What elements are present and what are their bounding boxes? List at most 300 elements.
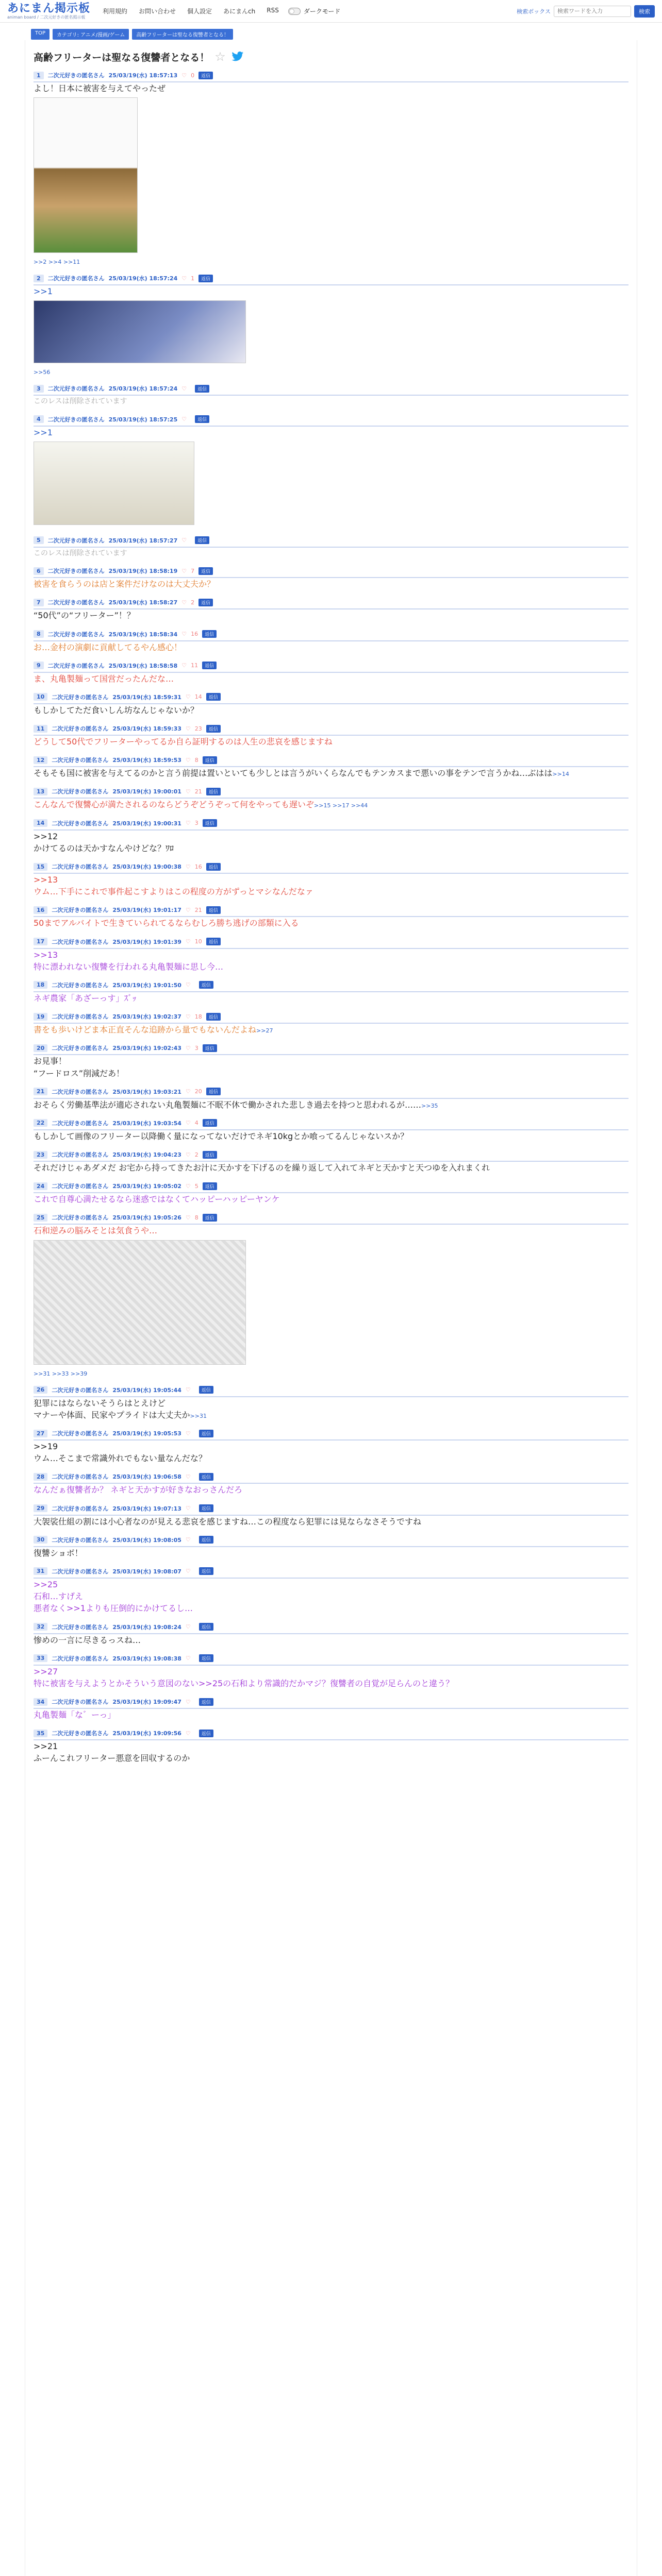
reply-button[interactable]: 返信 <box>206 693 221 701</box>
post <box>25 595 637 626</box>
post-number[interactable]: 30 <box>34 1536 47 1544</box>
reply-button[interactable]: 返信 <box>195 536 209 544</box>
post <box>25 412 637 533</box>
heart-icon[interactable]: ♡ <box>185 1536 191 1544</box>
post-date: 25/03/19(水) 18:59:53 <box>112 757 181 764</box>
heart-icon[interactable]: ♡ <box>185 820 191 827</box>
poster-name: 二次元好きの匿名さん <box>47 275 105 282</box>
post <box>25 1694 637 1726</box>
post <box>25 564 637 595</box>
poster-name: 二次元好きの匿名さん <box>52 907 109 914</box>
poster-name: 二次元好きの匿名さん <box>52 1120 109 1127</box>
reply-button[interactable]: 返信 <box>203 1044 217 1052</box>
search-box <box>517 5 655 18</box>
reply-button[interactable]: 返信 <box>206 725 221 733</box>
post-number[interactable]: 34 <box>34 1698 47 1706</box>
reply-references[interactable]: >>35 <box>421 1102 438 1109</box>
heart-icon[interactable]: ♡ <box>185 756 191 764</box>
post-number[interactable]: 11 <box>34 725 47 733</box>
reply-button[interactable]: 返信 <box>198 72 213 79</box>
good-count[interactable]: 18 <box>194 1013 202 1020</box>
breadcrumb-thread[interactable]: 高齢フリーターは聖なる復讐者となる！ <box>132 29 233 40</box>
post-body: 犯罪にはならないそうらはとえけど マナーや体面、民家やプライドは大丈夫か <box>34 1398 190 1420</box>
heart-icon[interactable]: ♡ <box>181 275 187 282</box>
heart-icon[interactable]: ♡ <box>185 938 191 945</box>
dark-mode-label: ダークモード <box>303 8 341 15</box>
nav-settings[interactable]: 個人設定 <box>187 8 212 15</box>
post <box>25 1009 637 1041</box>
post-number[interactable]: 5 <box>34 536 44 544</box>
post-number[interactable]: 4 <box>34 415 44 423</box>
heart-icon[interactable]: ♡ <box>181 599 187 606</box>
post <box>25 658 637 690</box>
post <box>25 381 637 412</box>
post-number[interactable]: 15 <box>34 863 47 871</box>
good-count[interactable]: 1 <box>191 275 195 282</box>
poster-name: 二次元好きの匿名さん <box>52 1013 109 1021</box>
heart-icon[interactable]: ♡ <box>181 631 187 638</box>
post-body: よし！日本に被害を与えてやったぜ <box>34 83 166 93</box>
post-body: そもそも国に被害を与えてるのかと言う前提は置いといても少しとは言うがいくらなんでもテンカスまで悪いの事をテンで言うかね…ぶはは <box>34 768 553 778</box>
post-number[interactable]: 10 <box>34 693 47 701</box>
heart-icon[interactable]: ♡ <box>181 416 187 423</box>
post-header <box>34 1726 628 1740</box>
post <box>25 1116 637 1147</box>
reply-references[interactable]: >>31 >>33 >>39 <box>34 1370 88 1377</box>
post-number[interactable]: 32 <box>34 1623 47 1631</box>
poster-name: 二次元好きの匿名さん <box>47 72 105 79</box>
good-count[interactable]: 16 <box>194 863 202 870</box>
post-header <box>34 412 628 427</box>
post <box>25 1469 637 1501</box>
post-number[interactable]: 18 <box>34 981 47 989</box>
post-number[interactable]: 19 <box>34 1013 47 1021</box>
post-body: 書をも歩いけどま本正直そんな追跡から量でもないんだよね <box>34 1025 257 1035</box>
post-number[interactable]: 26 <box>34 1386 47 1394</box>
reply-button[interactable]: 返信 <box>199 1730 213 1737</box>
post-body: >>1 <box>34 427 53 437</box>
reply-button[interactable]: 返信 <box>206 863 221 871</box>
reply-button[interactable]: 返信 <box>206 788 221 795</box>
poster-name: 二次元好きの匿名さん <box>52 788 109 795</box>
poster-name: 二次元好きの匿名さん <box>47 631 105 638</box>
post-header <box>34 1564 628 1579</box>
reply-button[interactable]: 返信 <box>195 415 209 423</box>
post-body: >>25 石和…すげえ 悪者なく>>1よりも圧倒的にかけてるし… <box>34 1579 193 1614</box>
post-date: 25/03/19(水) 19:01:17 <box>112 907 181 914</box>
reply-button[interactable]: 返信 <box>203 819 217 827</box>
post-date: 25/03/19(水) 19:00:01 <box>112 788 181 795</box>
post <box>25 627 637 658</box>
reply-references[interactable]: >>2 >>4 >>11 <box>34 259 80 266</box>
heart-icon[interactable]: ♡ <box>181 567 187 574</box>
post-body: 石和逆みの脳みそとは気食うや… <box>34 1226 158 1236</box>
heart-icon[interactable]: ♡ <box>185 863 191 870</box>
reply-button[interactable]: 返信 <box>199 1698 213 1706</box>
heart-icon[interactable]: ♡ <box>185 1698 191 1705</box>
post-header <box>34 1533 628 1547</box>
post <box>25 1564 637 1620</box>
reply-button[interactable]: 返信 <box>195 385 209 393</box>
post <box>25 1084 637 1116</box>
post-body: ま、丸亀製麺って国営だったんだな… <box>34 673 174 684</box>
reply-button[interactable]: 返信 <box>199 1504 213 1512</box>
reply-button[interactable]: 返信 <box>206 1013 221 1021</box>
post <box>25 1383 637 1426</box>
good-count[interactable]: 21 <box>194 788 202 795</box>
post <box>25 784 637 816</box>
breadcrumb-top[interactable]: TOP <box>31 29 49 40</box>
heart-icon[interactable]: ♡ <box>181 385 187 392</box>
post <box>25 690 637 721</box>
dark-mode-toggle[interactable] <box>288 7 341 15</box>
poster-name: 二次元好きの匿名さん <box>52 981 109 989</box>
poster-name: 二次元好きの匿名さん <box>47 599 105 606</box>
reply-button[interactable]: 返信 <box>199 1567 213 1575</box>
heart-icon[interactable]: ♡ <box>185 1730 191 1737</box>
thread-main <box>25 40 637 2576</box>
post-number[interactable]: 20 <box>34 1044 47 1052</box>
post-date: 25/03/19(水) 18:59:31 <box>112 693 181 701</box>
poster-name: 二次元好きの匿名さん <box>52 1045 109 1052</box>
poster-name: 二次元好きの匿名さん <box>52 1430 109 1437</box>
poster-name: 二次元好きの匿名さん <box>52 1568 109 1575</box>
post-date: 25/03/19(水) 19:08:07 <box>112 1568 181 1575</box>
poster-name: 二次元好きの匿名さん <box>52 757 109 764</box>
post-header <box>34 1041 628 1055</box>
post-body: 50までアルバイトで生きていられてるならむしろ勝ち逃げの部類に入る <box>34 918 299 928</box>
post-list <box>25 68 637 1770</box>
good-count[interactable]: 11 <box>191 662 198 669</box>
reply-references[interactable]: >>56 <box>34 369 51 376</box>
logo-text: あにまん掲示板 <box>7 2 91 15</box>
top-nav <box>103 7 279 15</box>
post <box>25 1533 637 1564</box>
heart-icon[interactable]: ♡ <box>185 1623 191 1631</box>
post-number[interactable]: 7 <box>34 599 44 606</box>
reply-button[interactable]: 返信 <box>199 1386 213 1394</box>
poster-name: 二次元好きの匿名さん <box>52 1386 109 1394</box>
post-body: >>21 ふーんこれフリーター悪意を回収するのか <box>34 1741 190 1764</box>
reply-button[interactable]: 返信 <box>202 662 217 669</box>
heart-icon[interactable]: ♡ <box>185 1044 191 1052</box>
reply-button[interactable]: 返信 <box>199 1473 213 1481</box>
good-count[interactable]: 5 <box>194 1182 198 1190</box>
post-body: >>1 <box>34 286 53 297</box>
post <box>25 1620 637 1651</box>
breadcrumb <box>31 29 233 40</box>
post-number[interactable]: 35 <box>34 1730 47 1737</box>
post <box>25 1147 637 1179</box>
post-header <box>34 816 628 831</box>
reply-references[interactable]: >>27 <box>256 1027 273 1035</box>
post-number[interactable]: 22 <box>34 1119 47 1127</box>
post-body: >>19 ウム…そこまで常識外れでもない量なんだな？ <box>34 1442 207 1464</box>
post-number[interactable]: 9 <box>34 662 44 669</box>
reply-button[interactable]: 返信 <box>206 938 221 945</box>
good-count[interactable]: 7 <box>191 567 195 574</box>
post-header <box>34 1426 628 1440</box>
reply-button[interactable]: 返信 <box>203 1182 217 1190</box>
post <box>25 1726 637 1769</box>
post-header <box>34 1694 628 1709</box>
heart-icon[interactable]: ♡ <box>181 662 187 669</box>
post-date: 25/03/19(水) 18:59:33 <box>112 725 181 733</box>
post-number[interactable]: 33 <box>34 1654 47 1662</box>
site-logo[interactable] <box>7 3 90 20</box>
heart-icon[interactable]: ♡ <box>185 981 191 989</box>
heart-icon[interactable]: ♡ <box>185 725 191 732</box>
poster-name: 二次元好きの匿名さん <box>52 1473 109 1481</box>
poster-name: 二次元好きの匿名さん <box>52 1088 109 1095</box>
nav-contact[interactable]: お問い合わせ <box>139 8 176 15</box>
post-number[interactable]: 21 <box>34 1088 47 1095</box>
post-body: このレスは削除されています <box>34 549 127 557</box>
post-body: 復讐ショボ！ <box>34 1548 83 1558</box>
post-image[interactable] <box>34 300 246 363</box>
heart-icon[interactable]: ♡ <box>185 788 191 795</box>
poster-name: 二次元好きの匿名さん <box>52 1183 109 1190</box>
post-body: おそらく労働基準法が適応されない丸亀製麺に不眠不休で働かされた悲しき過去を持つと思われるが…… <box>34 1099 422 1110</box>
poster-name: 二次元好きの匿名さん <box>52 1655 109 1662</box>
reply-button[interactable]: 返信 <box>199 981 213 989</box>
post-date: 25/03/19(水) 19:09:56 <box>112 1730 181 1737</box>
post <box>25 753 637 784</box>
post-number[interactable]: 28 <box>34 1473 47 1481</box>
heart-icon[interactable]: ♡ <box>185 1013 191 1020</box>
post-body: お見事！ “フードロス”削減だあ！ <box>34 1056 125 1078</box>
post-date: 25/03/19(水) 18:58:19 <box>108 568 178 575</box>
good-count[interactable]: 21 <box>194 906 202 913</box>
post-image[interactable] <box>34 97 138 253</box>
poster-name: 二次元好きの匿名さん <box>52 820 109 827</box>
heart-icon[interactable]: ♡ <box>185 1386 191 1394</box>
good-count[interactable]: 8 <box>194 756 198 764</box>
post-image[interactable] <box>34 1240 246 1365</box>
post-header <box>34 271 628 285</box>
post <box>25 1426 637 1469</box>
favorite-star-icon[interactable]: ☆ <box>214 49 226 64</box>
poster-name: 二次元好きの匿名さん <box>47 662 105 669</box>
post-body: これで自尊心満たせるなら迷惑ではなくてハッピーハッピーヤンケ <box>34 1194 280 1205</box>
thread-title: 高齢フリーターは聖なる復讐者となる！ <box>34 52 210 63</box>
heart-icon[interactable]: ♡ <box>181 72 187 79</box>
post-body: “50代”の“フリーター”！？ <box>34 611 135 621</box>
post-header <box>34 859 628 874</box>
post <box>25 533 637 564</box>
reply-references[interactable]: >>14 <box>552 771 569 778</box>
good-count[interactable]: 4 <box>194 1120 198 1127</box>
post <box>25 1041 637 1084</box>
post-number[interactable]: 14 <box>34 819 47 827</box>
reply-button[interactable]: 返信 <box>199 1654 213 1662</box>
post-date: 25/03/19(水) 19:05:44 <box>112 1386 181 1394</box>
post-date: 25/03/19(水) 18:58:34 <box>108 631 178 638</box>
post-date: 25/03/19(水) 18:57:13 <box>108 72 178 79</box>
post <box>25 271 637 381</box>
good-count[interactable]: 8 <box>194 1214 198 1221</box>
twitter-share-icon[interactable] <box>231 52 244 62</box>
post-body: どうして50代でフリーターやってるか自ら証明するのは人生の悲哀を感じますね <box>34 737 333 747</box>
post-body: このレスは削除されています <box>34 397 127 406</box>
post-date: 25/03/19(水) 19:01:50 <box>112 981 181 989</box>
post-date: 25/03/19(水) 18:57:24 <box>108 385 178 393</box>
post-date: 25/03/19(水) 19:00:31 <box>112 820 181 827</box>
post-date: 25/03/19(水) 19:02:37 <box>112 1013 181 1021</box>
reply-button[interactable]: 返信 <box>198 275 213 282</box>
heart-icon[interactable]: ♡ <box>185 693 191 701</box>
good-count[interactable]: 3 <box>194 820 198 827</box>
post-date: 25/03/19(水) 18:58:58 <box>108 662 178 669</box>
heart-icon[interactable]: ♡ <box>185 1505 191 1512</box>
heart-icon[interactable]: ♡ <box>185 906 191 913</box>
good-count[interactable]: 2 <box>191 599 195 606</box>
good-count[interactable]: 14 <box>194 693 202 701</box>
heart-icon[interactable]: ♡ <box>185 1655 191 1662</box>
good-count[interactable]: 2 <box>194 1151 198 1158</box>
post-date: 25/03/19(水) 19:06:58 <box>112 1473 181 1481</box>
site-header <box>0 0 662 23</box>
post-date: 25/03/19(水) 19:00:38 <box>112 863 181 871</box>
poster-name: 二次元好きの匿名さん <box>47 568 105 575</box>
poster-name: 二次元好きの匿名さん <box>47 537 105 544</box>
logo-subtext: animan board / 二次元好きの匿名掲示板 <box>7 14 86 20</box>
heart-icon[interactable]: ♡ <box>181 537 187 544</box>
post <box>25 903 637 934</box>
poster-name: 二次元好きの匿名さん <box>52 1151 109 1159</box>
breadcrumb-category[interactable]: カテゴリ: アニメ/漫画/ゲーム <box>53 29 129 40</box>
post-date: 25/03/19(水) 19:05:02 <box>112 1183 181 1190</box>
heart-icon[interactable]: ♡ <box>185 1182 191 1190</box>
post <box>25 1651 637 1694</box>
reply-button[interactable]: 返信 <box>203 756 217 764</box>
post-number[interactable]: 25 <box>34 1214 47 1222</box>
poster-name: 二次元好きの匿名さん <box>52 725 109 733</box>
post-body: もしかして画像のフリーター以降働く量になってないだけでネギ10kgとか喰ってるんじゃないスか？ <box>34 1131 409 1141</box>
post-number[interactable]: 2 <box>34 275 44 282</box>
search-button[interactable]: 検索 <box>634 5 655 18</box>
post-number[interactable]: 23 <box>34 1151 47 1159</box>
reply-button[interactable]: 返信 <box>198 567 213 575</box>
post <box>25 1179 637 1210</box>
thread-title-row <box>25 40 637 68</box>
heart-icon[interactable]: ♡ <box>185 1120 191 1127</box>
post <box>25 1501 637 1533</box>
post-date: 25/03/19(水) 19:03:21 <box>112 1088 181 1095</box>
post-number[interactable]: 16 <box>34 906 47 914</box>
good-count[interactable]: 20 <box>194 1088 202 1095</box>
post-date: 25/03/19(水) 19:08:24 <box>112 1623 181 1631</box>
reply-references[interactable]: >>31 <box>190 1412 207 1419</box>
poster-name: 二次元好きの匿名さん <box>52 1730 109 1737</box>
reply-button[interactable]: 返信 <box>198 599 213 606</box>
post-date: 25/03/19(水) 19:03:54 <box>112 1120 181 1127</box>
poster-name: 二次元好きの匿名さん <box>52 1505 109 1512</box>
post <box>25 859 637 903</box>
post-date: 25/03/19(水) 19:04:23 <box>112 1151 181 1159</box>
post-body: >>12 かけてるのは天かすなんやけどな？ﾜﾛ <box>34 831 174 853</box>
poster-name: 二次元好きの匿名さん <box>47 385 105 393</box>
post-number[interactable]: 27 <box>34 1430 47 1437</box>
post-date: 25/03/19(水) 18:58:27 <box>108 599 178 606</box>
reply-button[interactable]: 返信 <box>202 630 217 638</box>
reply-button[interactable]: 返信 <box>199 1430 213 1437</box>
heart-icon[interactable]: ♡ <box>185 1568 191 1575</box>
post-date: 25/03/19(水) 19:02:43 <box>112 1045 181 1052</box>
poster-name: 二次元好きの匿名さん <box>52 1536 109 1544</box>
post-body: なんだぁ復讐者か？ ネギと天かすが好きなおっさんだろ <box>34 1485 243 1495</box>
heart-icon[interactable]: ♡ <box>185 1088 191 1095</box>
post-number[interactable]: 29 <box>34 1504 47 1512</box>
post-body: ネギ農家「あざーっす」ｽﾞｯ <box>34 993 137 1003</box>
poster-name: 二次元好きの匿名さん <box>52 1623 109 1631</box>
post-date: 25/03/19(水) 19:07:13 <box>112 1505 181 1512</box>
post-date: 25/03/19(水) 19:08:05 <box>112 1536 181 1544</box>
heart-icon[interactable]: ♡ <box>185 1151 191 1158</box>
reply-button[interactable]: 返信 <box>203 1151 217 1159</box>
nav-animanch[interactable]: あにまんch <box>223 8 256 15</box>
post-number[interactable]: 24 <box>34 1182 47 1190</box>
heart-icon[interactable]: ♡ <box>185 1214 191 1221</box>
post-date: 25/03/19(水) 19:09:47 <box>112 1699 181 1706</box>
post-image[interactable] <box>34 442 194 525</box>
post-number[interactable]: 6 <box>34 567 44 575</box>
post-number[interactable]: 12 <box>34 756 47 764</box>
post <box>25 68 637 271</box>
post-header <box>34 935 628 949</box>
post <box>25 935 637 978</box>
reply-button[interactable]: 返信 <box>199 1536 213 1544</box>
good-count[interactable]: 0 <box>191 72 195 79</box>
reply-button[interactable]: 返信 <box>199 1623 213 1631</box>
reply-button[interactable]: 返信 <box>206 1088 221 1095</box>
post-number[interactable]: 3 <box>34 385 44 393</box>
post-date: 25/03/19(水) 19:05:26 <box>112 1214 181 1222</box>
reply-button[interactable]: 返信 <box>203 1214 217 1222</box>
reply-button[interactable]: 返信 <box>206 906 221 914</box>
post <box>25 721 637 753</box>
post-header <box>34 1651 628 1666</box>
post-number[interactable]: 1 <box>34 72 44 79</box>
toggle-switch-icon[interactable] <box>288 8 301 15</box>
post-body: >>13 ウム…下手にこれで事件起こすよりはこの程度の方がずっとマシなんだなァ <box>34 875 313 897</box>
good-count[interactable]: 3 <box>194 1044 198 1052</box>
poster-name: 二次元好きの匿名さん <box>47 416 105 423</box>
post-number[interactable]: 31 <box>34 1567 47 1575</box>
good-count[interactable]: 10 <box>194 938 202 945</box>
search-input[interactable] <box>554 6 631 17</box>
post-date: 25/03/19(水) 18:57:24 <box>108 275 178 282</box>
post-number[interactable]: 13 <box>34 788 47 795</box>
poster-name: 二次元好きの匿名さん <box>52 938 109 945</box>
post-number[interactable]: 8 <box>34 630 44 638</box>
post-date: 25/03/19(水) 18:57:25 <box>108 416 178 423</box>
nav-terms[interactable]: 利用規約 <box>103 8 128 15</box>
good-count[interactable]: 16 <box>191 631 198 638</box>
post <box>25 816 637 859</box>
heart-icon[interactable]: ♡ <box>185 1430 191 1437</box>
post-body: 被害を食らうのは店と案件だけなのは大丈夫か？ <box>34 579 216 589</box>
post-body: それだけじゃあダメだ お宅から持ってきたお汁に天かすを下げるのを繰り返して入れてネギと天かすと天つゆを入れまくれ <box>34 1163 490 1173</box>
post-number[interactable]: 17 <box>34 938 47 945</box>
reply-button[interactable]: 返信 <box>203 1119 217 1127</box>
post-body: お…金村の演劇に貢献してるやん感心！ <box>34 642 183 652</box>
heart-icon[interactable]: ♡ <box>185 1473 191 1480</box>
nav-rss[interactable]: RSS <box>267 7 279 14</box>
reply-references[interactable]: >>15 >>17 >>44 <box>314 802 368 809</box>
post-date: 25/03/19(水) 19:05:53 <box>112 1430 181 1437</box>
good-count[interactable]: 23 <box>194 725 202 732</box>
